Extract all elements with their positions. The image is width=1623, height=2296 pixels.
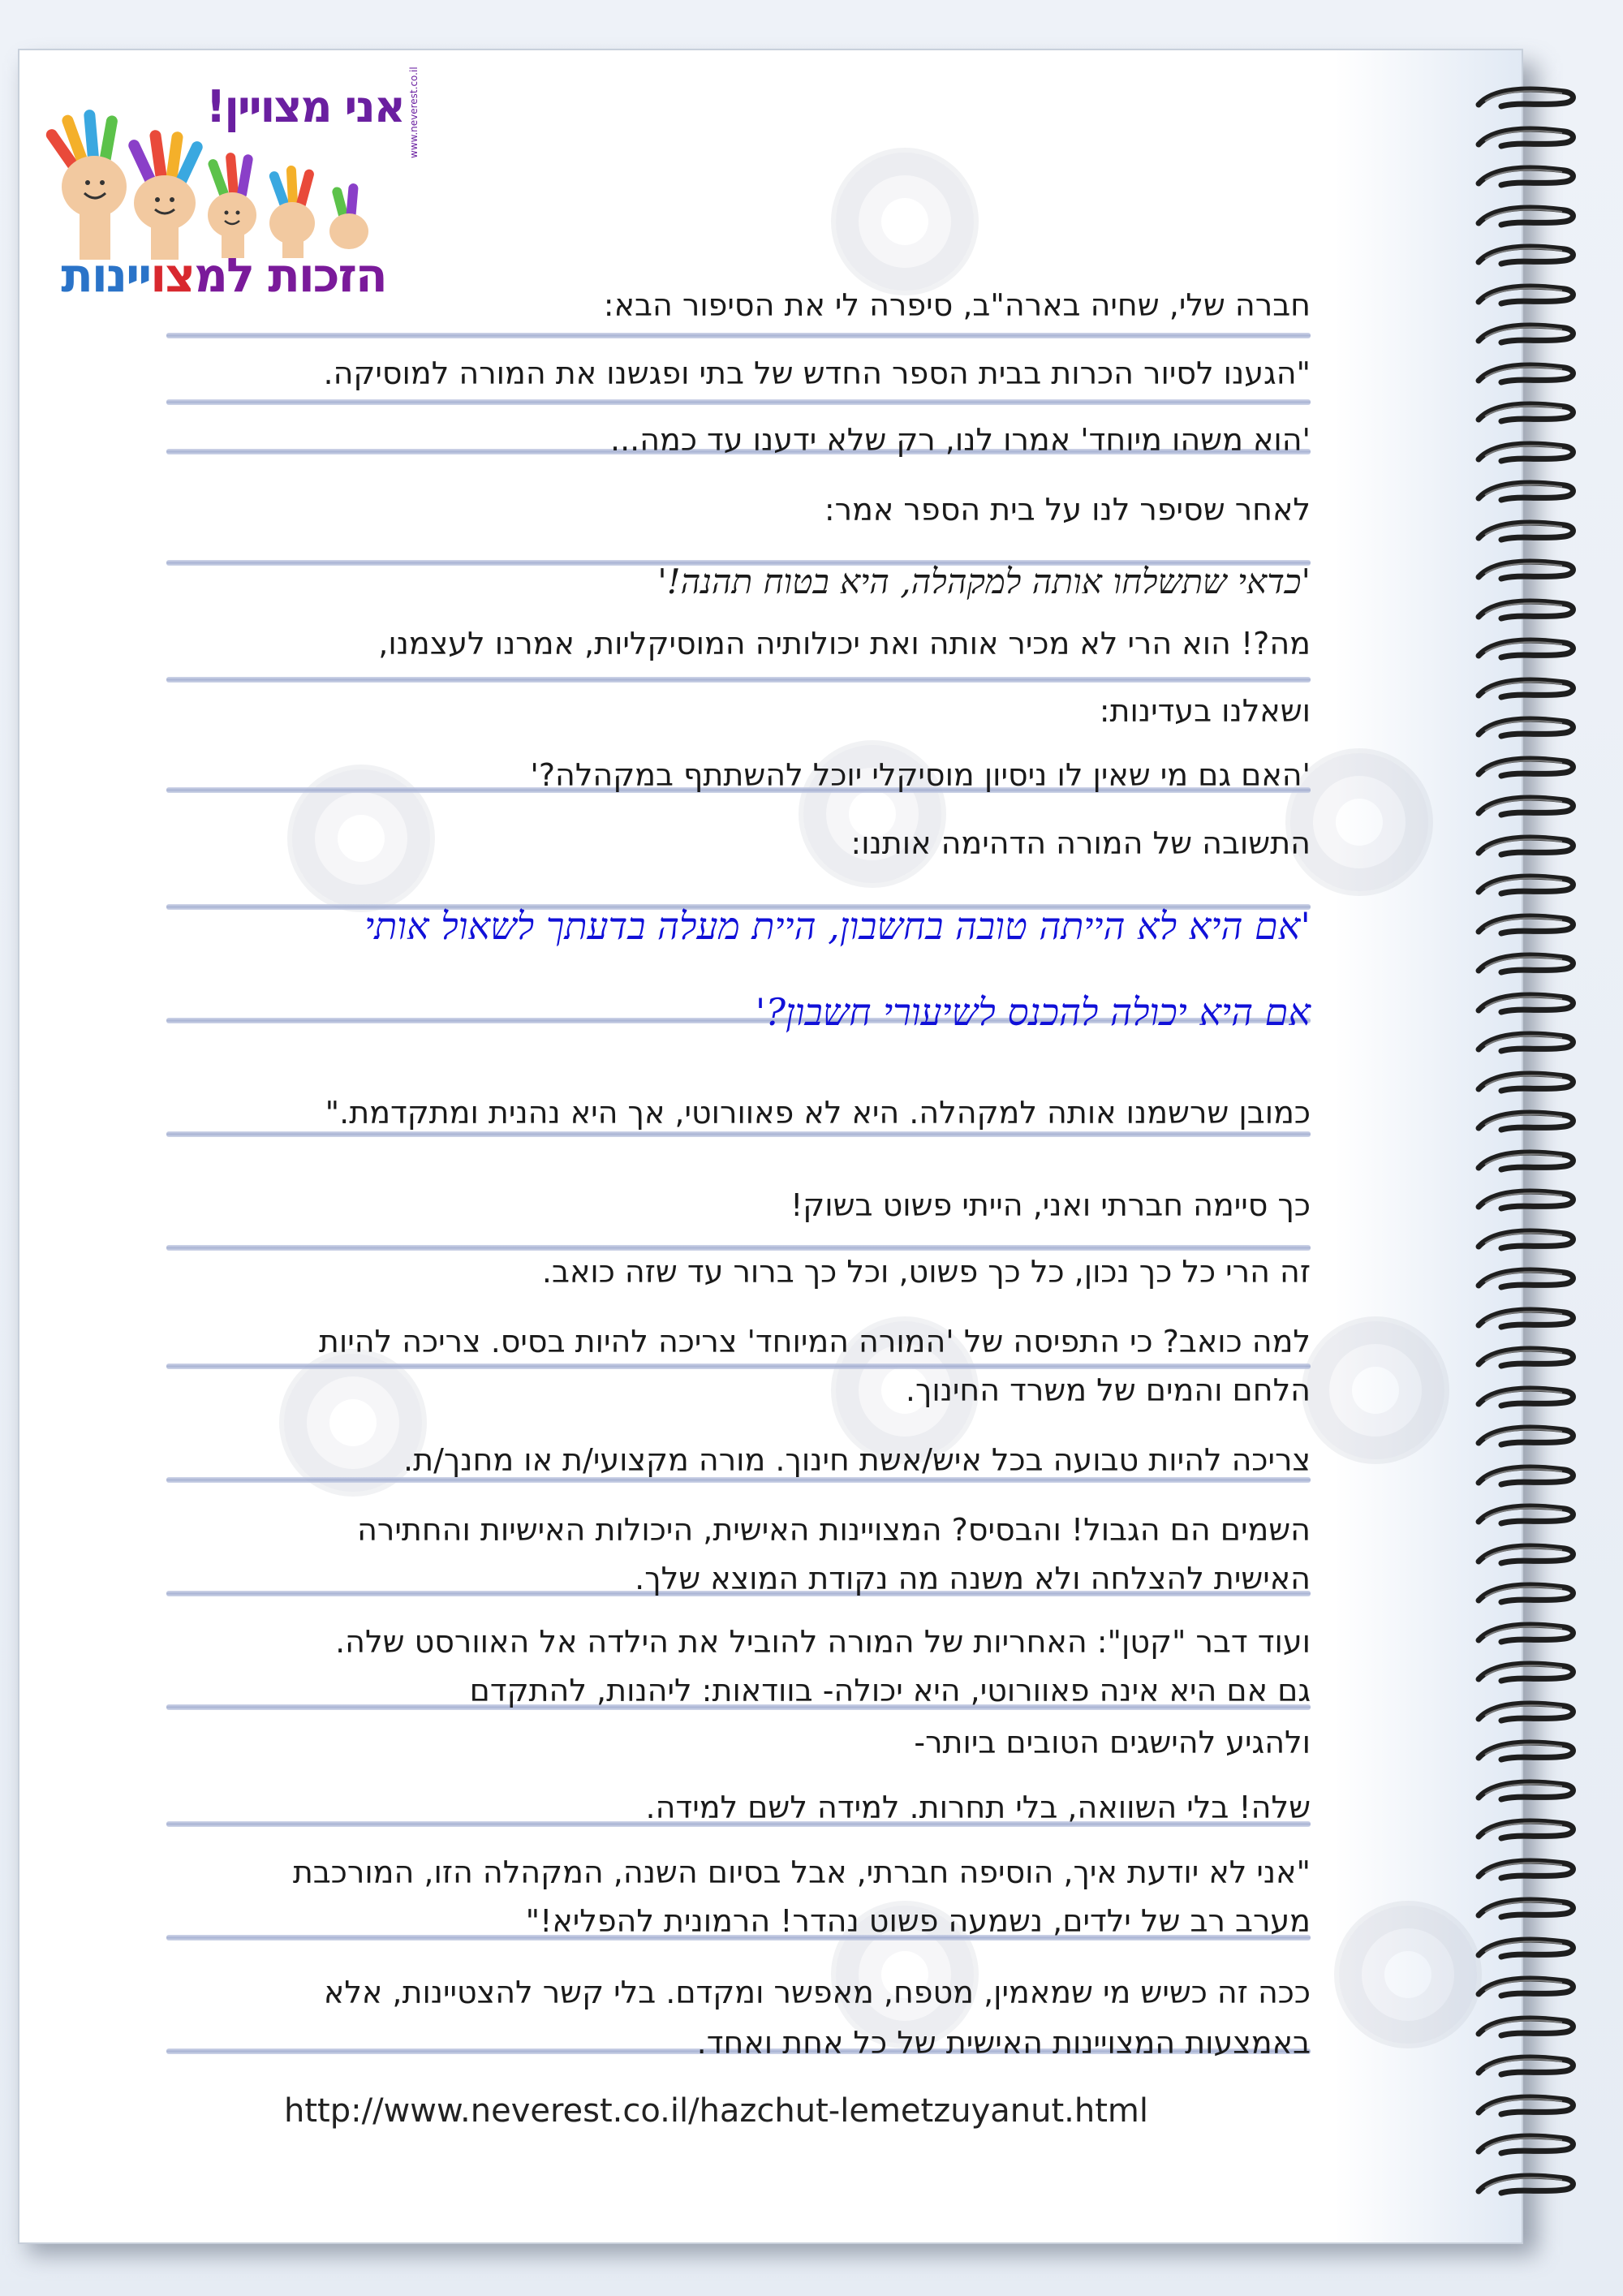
logo-title: אני מצויין!	[205, 81, 404, 132]
spiral-coil	[1469, 204, 1582, 228]
text-line: שלה! בלי השוואה, בלי תחרות. למידה לשם למידה.	[645, 1790, 1311, 1825]
spiral-coil	[1469, 1621, 1582, 1645]
spiral-coil	[1469, 912, 1582, 937]
spiral-coil	[1469, 1738, 1582, 1763]
text-line: "הגענו לסיור הכרות בבית הספר החדש של בתי ופגשנו את המורה למוסיקה.	[323, 355, 1311, 391]
text-line: חברה שלי, שחיה בארה"ב, סיפרה לי את הסיפור הבא:	[603, 287, 1311, 323]
text-line: לאחר שסיפר לנו על בית הספר אמר:	[824, 492, 1311, 528]
handwritten-blue-line: 'אם היא לא הייתה טובה בחשבון, היית מעלה בדעתך לשאול אותי	[364, 904, 1311, 948]
spiral-coil	[1469, 85, 1582, 110]
spiral-coil	[1469, 794, 1582, 818]
text-line: גם אם היא אינה פאוורוטי, היא יכולה- בוודאות: ליהנות, להתקדם	[469, 1673, 1311, 1708]
spiral-coil	[1469, 1660, 1582, 1684]
text-line: ושאלנו בעדינות:	[1099, 693, 1311, 729]
spiral-coil	[1469, 1109, 1582, 1133]
text-line: מה?! הוא הרי לא מכיר אותה ואת יכולותיה המוסיקליות, אמרנו לעצמנו,	[378, 626, 1311, 661]
spiral-coil	[1469, 2172, 1582, 2196]
spiral-coil	[1469, 1070, 1582, 1094]
spiral-coil	[1469, 1778, 1582, 1803]
spiral-coil	[1469, 1542, 1582, 1566]
spiral-coil	[1469, 1306, 1582, 1330]
handwritten-line: 'כדאי שתשלחו אותה למקהלה, היא בטוח תהנה!'	[657, 562, 1311, 601]
spiral-coil	[1469, 1817, 1582, 1842]
rule-line	[166, 677, 1311, 683]
logo-subtitle-part: הזכות	[253, 248, 386, 303]
spiral-coil	[1469, 1502, 1582, 1527]
text-line: כמובן שרשמנו אותה למקהלה. היא לא פאוורוטי, אך היא נהנית ומתקדמת."	[325, 1095, 1311, 1131]
spiral-coil	[1469, 1424, 1582, 1448]
spiral-coil	[1469, 834, 1582, 858]
text-line: זה הרי כל כך נכון, כל כך פשוט, וכל כך ברור עד שזה כואב.	[541, 1254, 1311, 1290]
rule-line	[166, 1363, 1311, 1369]
text-line: "אני לא יודעת איך, הוסיפה חברתי, אבל בסיום השנה, המקהלה הזו, המורכבת	[292, 1854, 1311, 1890]
text-line: למה כואב? כי התפיסה של 'המורה המיוחד' צריכה להיות בסיס. צריכה להיות	[318, 1324, 1311, 1359]
spiral-coil	[1469, 125, 1582, 149]
spiral-coil	[1469, 1187, 1582, 1212]
spiral-coil	[1469, 1227, 1582, 1251]
spiral-coil	[1469, 2053, 1582, 2078]
rule-line	[166, 1245, 1311, 1251]
spiral-coil	[1469, 1896, 1582, 1920]
text-line: 'האם גם מי שאין לו ניסיון מוסיקלי יוכל להשתתף במקהלה?'	[530, 757, 1311, 793]
logo-subtitle-part: צו	[150, 248, 195, 303]
spiral-coil	[1469, 636, 1582, 661]
spiral-coil	[1469, 1699, 1582, 1724]
spiral-coil	[1469, 361, 1582, 386]
text-line: ככה זה כשיש מי שמאמין, מטפח, מאפשר ומקדם. בלי קשר להצטיינות, אלא	[323, 1975, 1311, 2010]
spiral-coil	[1469, 479, 1582, 503]
logo-subtitle-part: יינות	[61, 248, 151, 303]
spiral-coil	[1469, 951, 1582, 976]
text-line: ועוד דבר "קטן": האחריות של המורה להוביל את הילדה אל האוורסט שלה.	[335, 1624, 1311, 1660]
spiral-coil	[1469, 1936, 1582, 1960]
spiral-coil	[1469, 440, 1582, 464]
spiral-coil	[1469, 400, 1582, 424]
handwritten-blue-line: אם היא יכולה להכנס לשיעורי חשבון?'	[755, 990, 1311, 1034]
text-line: האישית להצלחה ולא משנה מה נקודת המוצא שלך.	[635, 1561, 1311, 1596]
spiral-coil	[1469, 1385, 1582, 1409]
spiral-coil	[1469, 1857, 1582, 1881]
spiral-coil	[1469, 597, 1582, 622]
spiral-coil	[1469, 1581, 1582, 1605]
watermark	[831, 148, 979, 295]
logo-site: www.neverest.co.il	[408, 67, 420, 158]
spiral-coil	[1469, 872, 1582, 897]
spiral-coil	[1469, 1463, 1582, 1488]
spiral-coil	[1469, 2014, 1582, 2039]
text-line: התשובה של המורה הדהימה אותנו:	[850, 825, 1311, 861]
spiral-coil	[1469, 676, 1582, 700]
spiral-coil	[1469, 1975, 1582, 1999]
spiral-coil	[1469, 558, 1582, 582]
text-line: מערב רב של ילדים, נשמעה פשוט נהדר! הרמונית להפליא!"	[525, 1903, 1311, 1939]
spiral-coil	[1469, 321, 1582, 346]
spiral-coil	[1469, 519, 1582, 543]
source-url: http://www.neverest.co.il/hazchut-lemetzuyanut.html	[284, 2092, 1148, 2130]
spiral-coil	[1469, 755, 1582, 779]
spiral-coil	[1469, 164, 1582, 188]
spiral-coil	[1469, 282, 1582, 307]
spiral-coil	[1469, 991, 1582, 1015]
spiral-coil	[1469, 2132, 1582, 2156]
logo-subtitle	[39, 248, 408, 303]
spiral-coil	[1469, 2093, 1582, 2117]
rule-line	[166, 1131, 1311, 1137]
text-line: השמים הם הגבול! והבסיס? המצויינות האישית, היכולות האישיות והחתירה	[357, 1512, 1311, 1548]
spiral-binding	[1469, 85, 1591, 2212]
text-line: צריכה להיות טבועה בכל איש/אשת חינוך. מורה מקצועי/ת או מחנך/ת.	[403, 1442, 1311, 1478]
watermark	[1334, 1901, 1482, 2048]
text-line: ולהגיע להישגים הטובים ביותר-	[914, 1725, 1311, 1760]
rule-line	[166, 399, 1311, 405]
logo	[39, 67, 420, 312]
spiral-coil	[1469, 1345, 1582, 1369]
spiral-coil	[1469, 1266, 1582, 1290]
logo-subtitle-part: למ	[194, 248, 254, 303]
spiral-coil	[1469, 1148, 1582, 1173]
text-line: באמצעות המצויינות האישית של כל אחת ואחד.	[696, 2025, 1311, 2061]
text-line: הלחם והמים של משרד החינוך.	[905, 1372, 1311, 1408]
text-line: כך סיימה חברתי ואני, הייתי פשוט בשוק!	[790, 1187, 1311, 1223]
spiral-coil	[1469, 1030, 1582, 1054]
rule-line	[166, 333, 1311, 338]
spiral-coil	[1469, 715, 1582, 739]
text-line: 'הוא משהו מיוחד' אמרו לנו, רק שלא ידענו עד כמה...	[609, 422, 1311, 458]
watermark	[1302, 1316, 1449, 1464]
spiral-coil	[1469, 243, 1582, 267]
